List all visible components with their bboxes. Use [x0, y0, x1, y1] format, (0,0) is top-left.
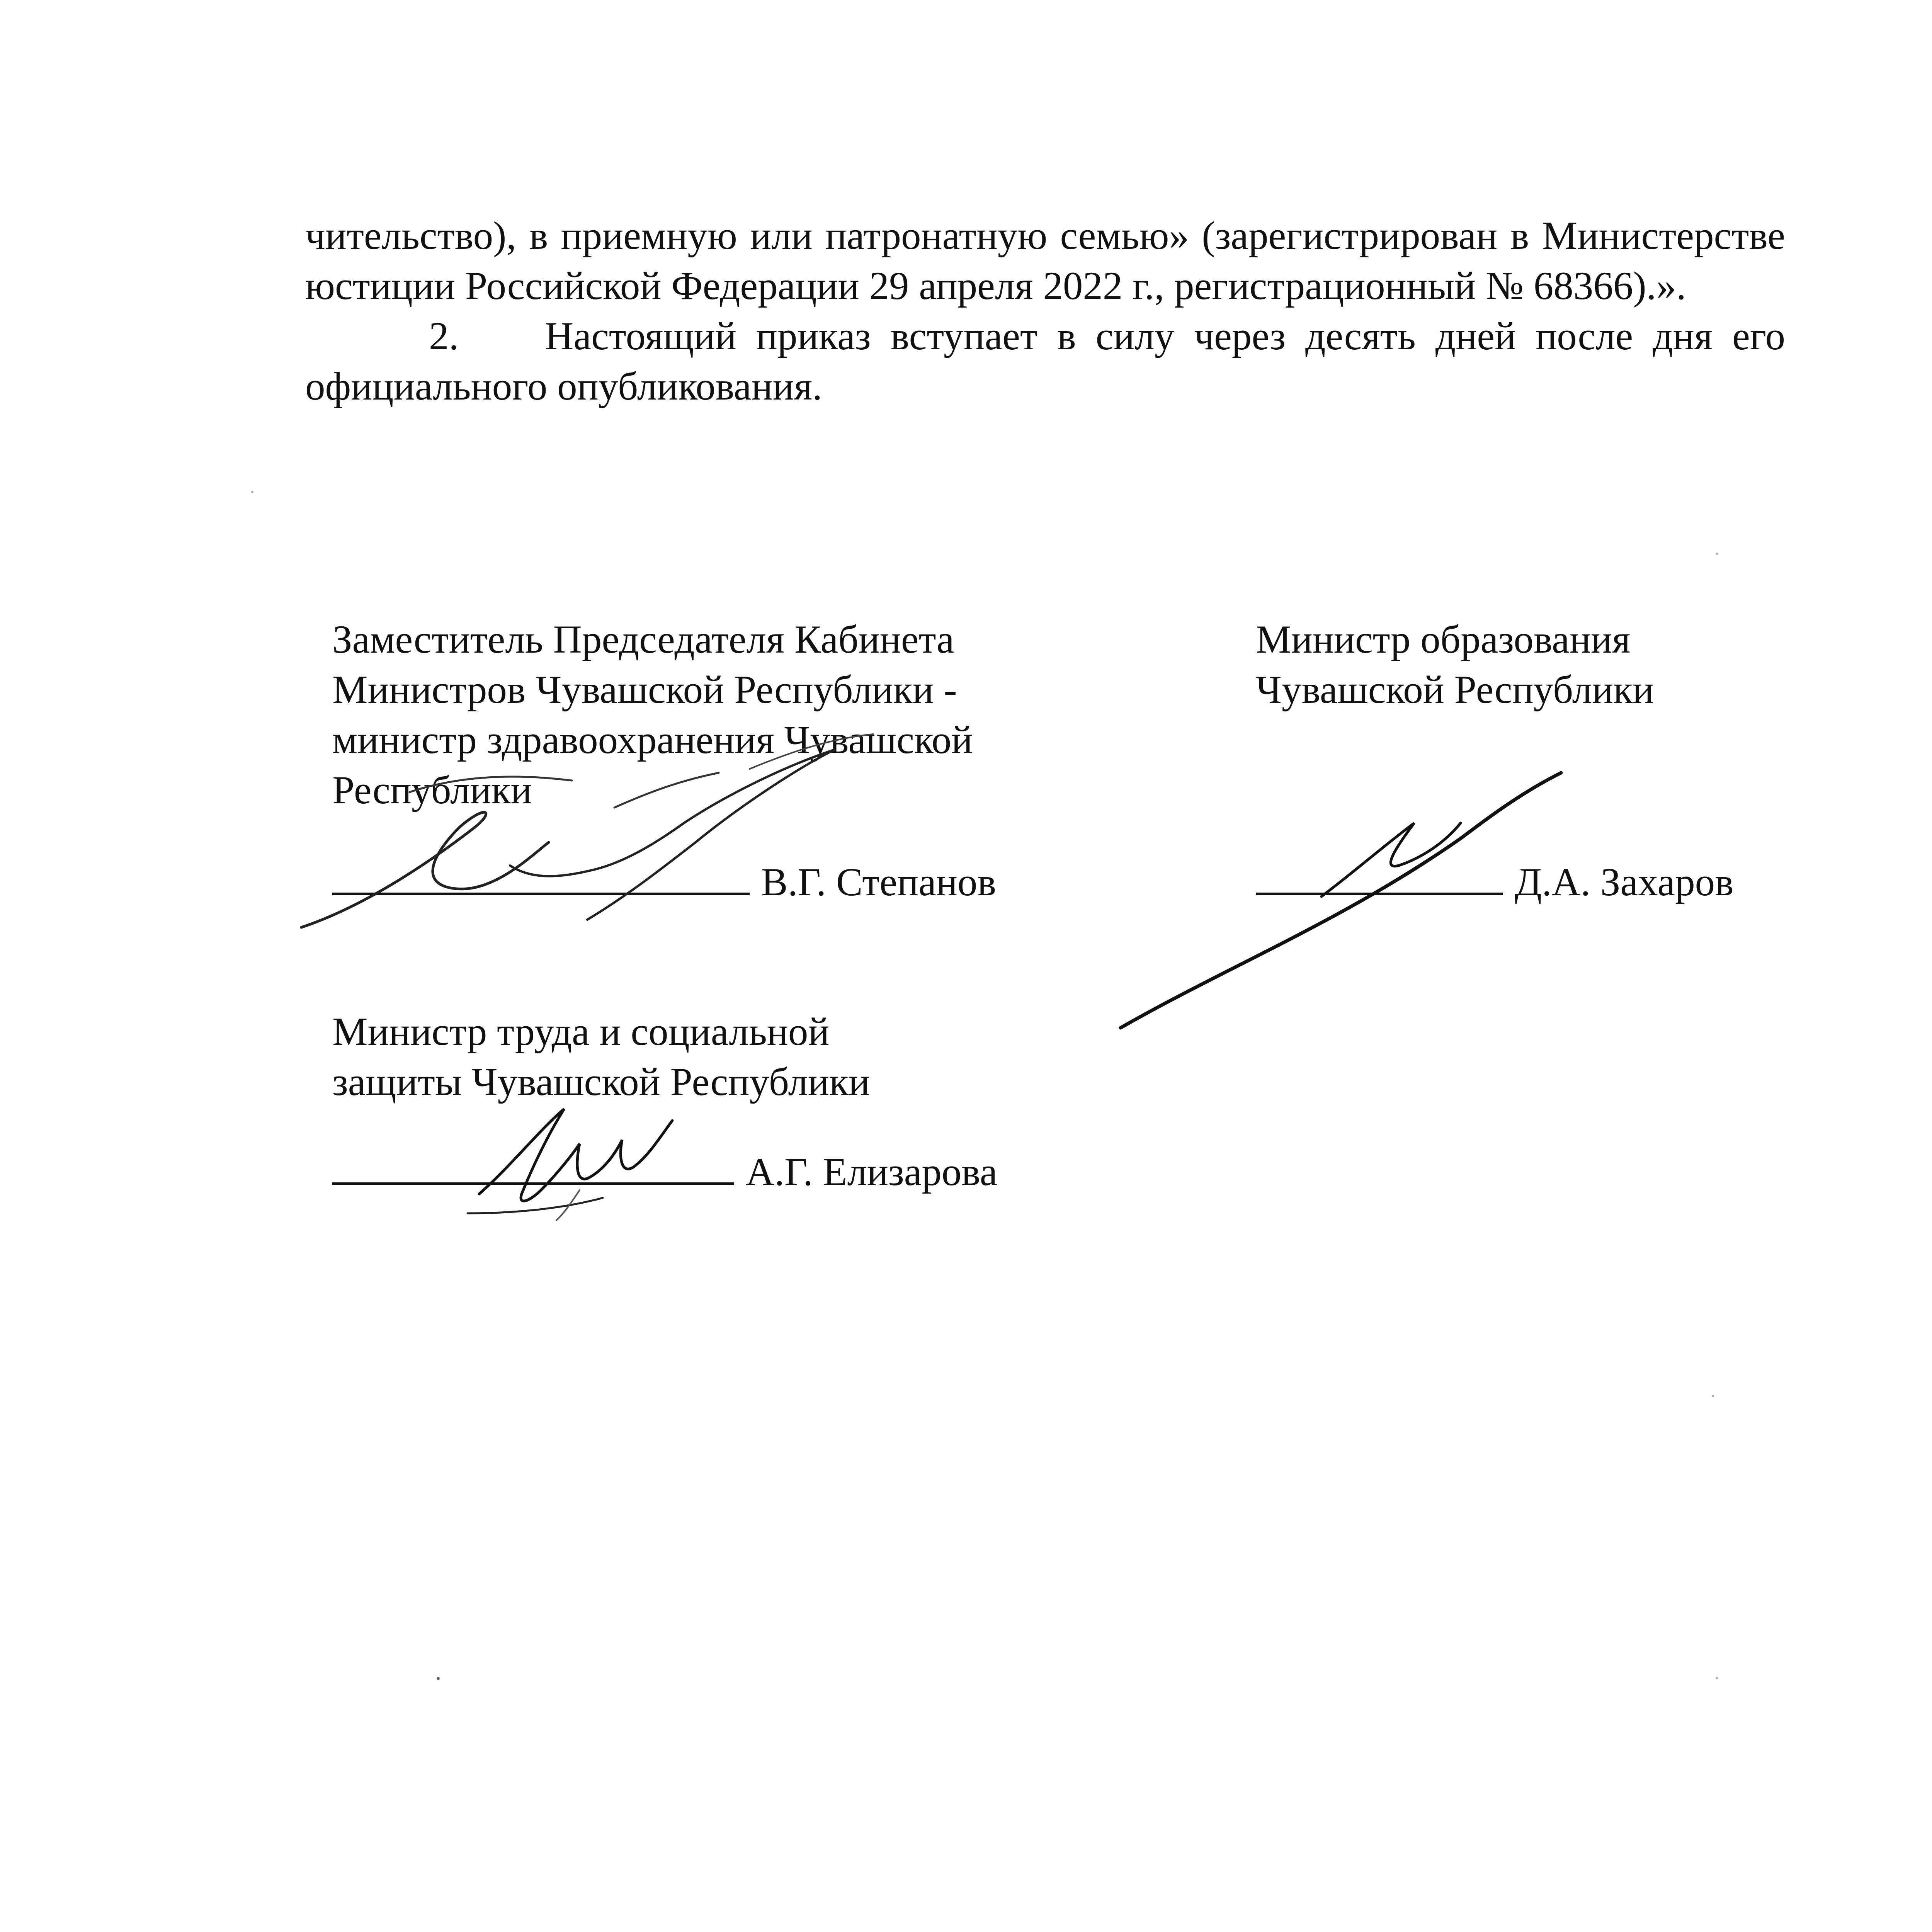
paragraph-number: 2.	[429, 314, 459, 358]
paragraph-2	[305, 311, 1785, 412]
signatory-2-title-line: Министр образования	[1256, 617, 1631, 662]
scan-speck	[1716, 553, 1718, 555]
scan-speck	[437, 1677, 440, 1680]
scan-speck	[1712, 1395, 1714, 1397]
scan-speck	[251, 491, 253, 493]
signature-elizarova	[464, 1097, 680, 1221]
signatory-3-title	[332, 1007, 870, 1107]
signatory-3-name: А.Г. Елизарова	[746, 1150, 998, 1194]
signatory-2-title	[1256, 614, 1654, 715]
signatory-2-name: Д.А. Захаров	[1515, 860, 1734, 904]
signature-stepanov	[294, 726, 951, 943]
paragraph-2-text: Настоящий приказ вступает в силу через десять дней после дня его официального опубликования.	[305, 314, 1785, 408]
signatory-1-name: В.Г. Степанов	[761, 860, 997, 904]
signatory-1-title-line: Заместитель Председателя Кабинета	[332, 617, 954, 662]
signature-zakharov	[1113, 765, 1592, 1043]
signatory-1-title-line: Министров Чувашской Республики -	[332, 668, 957, 712]
signatory-3-title-line: Министр труда и социальной	[332, 1010, 830, 1054]
paragraph-continuation: чительство), в приемную или патронатную семью» (зарегистрирован в Министерстве юстиции Российской Федерации 29 апреля 2022 г., регистрационный № 68366).».	[305, 214, 1785, 308]
document-body	[305, 211, 1785, 412]
signatory-1-title-line: министр здравоохранения Чувашской	[332, 718, 973, 762]
signatory-2-title-line: Чувашской Республики	[1256, 668, 1654, 712]
signatory-1-title-line: Республики	[332, 768, 532, 812]
signatory-3-title-line: защиты Чувашской Республики	[332, 1060, 870, 1104]
scan-speck	[1716, 1677, 1718, 1679]
